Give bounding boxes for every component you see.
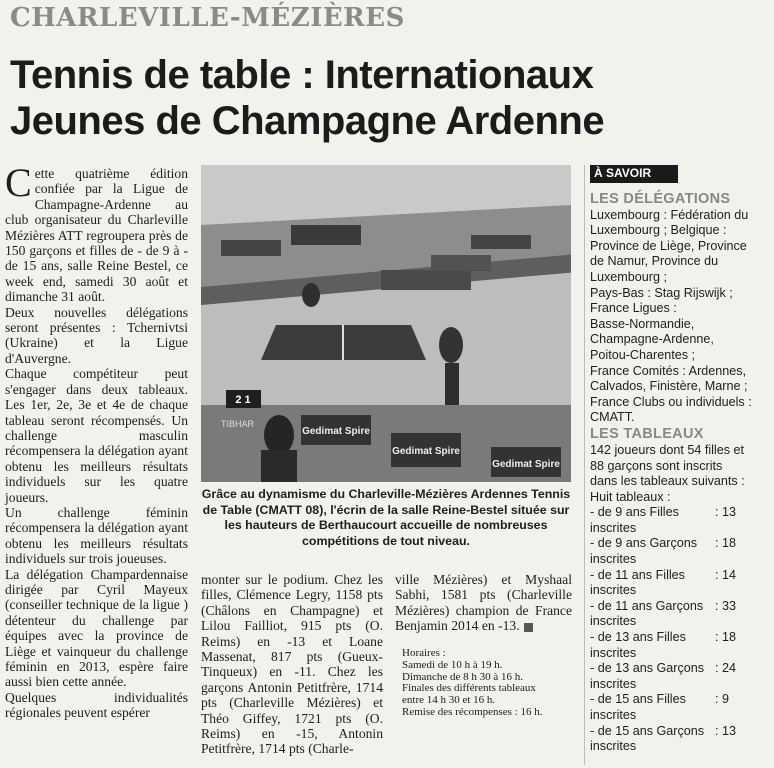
scoreboard-text: 2 1: [235, 394, 251, 406]
tableau-item: [590, 630, 768, 661]
delegation-line: Poitou-Charentes ;: [590, 347, 696, 362]
tableau-inscrites: inscrites: [590, 708, 637, 722]
tableau-label: - de 9 ans Filles: [590, 505, 679, 520]
delegation-line: Champagne-Ardenne,: [590, 332, 714, 347]
delegations-title: LES DÉLÉGATIONS: [590, 190, 731, 207]
tableau-inscrites: inscrites: [590, 645, 637, 660]
column-divider: [584, 165, 585, 765]
paragraph: monter sur le podium. Chez les filles, Clémence Legry, 1158 pts (Châlons en Champagne) et Lilou Failliot, 915 pts (O. Reims) en -13 et Loane Massenat, 817 pts (Gueux-Tinqueux) en -11. Chez les garçons Antonin Petitfrère, 1714 pts (Charleville Mézières) et Théo Giffey, 1721 pts (O. Reims) en -15, Antonin Petitfrère, 1714 pts (Charle-: [201, 572, 383, 757]
article-column-2: [201, 572, 383, 757]
tableau-inscrites: inscrites: [590, 676, 637, 691]
schedule-line: Finales des différents tableaux: [402, 682, 536, 695]
schedule-line: Remise des récompenses : 16 h.: [402, 705, 543, 718]
headline-line-1: Tennis de table : Internationaux: [10, 53, 594, 97]
article-column-3: [395, 572, 572, 634]
schedule-box: [402, 648, 582, 719]
end-mark-icon: [524, 623, 533, 632]
delegation-line: Luxembourg ; Belgique :: [590, 223, 727, 238]
article-photo: [201, 165, 571, 482]
article-column-1: [5, 160, 188, 721]
paragraph: [395, 572, 572, 634]
info-sidebar: [590, 165, 768, 755]
tableaux-list: [590, 505, 768, 755]
sign-text-3: Gedimat Spire: [492, 459, 560, 470]
delegation-line: Luxembourg ;: [590, 269, 668, 284]
schedule-line: entre 14 h 30 et 16 h.: [402, 694, 496, 707]
delegation-line: France Comités : Ardennes,: [590, 363, 747, 378]
tableau-label: - de 9 ans Garçons: [590, 536, 698, 551]
tableaux-intro-line: dans les tableaux suivants :: [590, 474, 745, 489]
sign-text-1: Gedimat Spire: [302, 426, 370, 437]
paragraph: Un challenge féminin récompensera la délégation ayant obtenu les meilleurs résultats individuels sur trois joueuses.: [5, 504, 188, 567]
headline-line-2: Jeunes de Champagne Ardenne: [10, 99, 605, 143]
barrier-text: TIBHAR: [221, 419, 255, 429]
sidebar-header: À SAVOIR: [590, 165, 678, 183]
tableau-label: - de 13 ans Filles: [590, 630, 686, 645]
delegation-line: Luxembourg : Fédération du: [590, 207, 749, 222]
tableau-label: - de 11 ans Garçons: [590, 598, 704, 613]
tableaux-title: LES TABLEAUX: [590, 425, 704, 442]
tableau-label: - de 13 ans Garçons: [590, 661, 705, 676]
section-kicker: CHARLEVILLE-MÉZIÈRES: [10, 3, 405, 33]
drop-cap: C: [5, 160, 32, 205]
delegation-line: Province de Liège, Province: [590, 238, 747, 253]
tableau-count: : 33: [715, 598, 737, 613]
tableau-count: : 13: [715, 723, 737, 738]
tableau-item: [590, 661, 768, 692]
tableau-item: [590, 692, 768, 723]
paragraph-text: ette quatrième édition confiée par la Ligue de Champagne-Ardenne au club organisateur du Charleville Mézières ATT regroupera près de 150 garçons et filles de - de 9 à - de 15 ans, salle Reine Bestel, ce week end, samedi 30 août et dimanche 31 août.: [5, 166, 188, 305]
photo-caption: Grâce au dynamisme du Charleville-Mézières Ardennes Tennis de Table (CMATT 08), l'écrin de la salle Reine-Bestel située sur les hauteurs de Berthaucourt accueille de nombreuses compétitions de tout niveau.: [201, 487, 571, 548]
tableau-item: [590, 536, 768, 567]
tableau-count: : 24: [715, 661, 737, 676]
delegation-line: France Ligues :: [590, 301, 677, 316]
tableau-inscrites: inscrites: [590, 739, 637, 754]
delegation-line: Basse-Normandie,: [590, 316, 695, 331]
delegation-line: de Namur, Province du: [590, 254, 719, 269]
paragraph-text: ville Mézières) et Myshaal Sabhi, 1581 pts (Charleville Mézières) champion de France Benjamin 2014 en -13.: [395, 572, 572, 634]
tableau-inscrites: inscrites: [590, 614, 637, 629]
tableau-count: : 14: [715, 567, 737, 582]
paragraph: [5, 160, 188, 305]
tableau-inscrites: inscrites: [590, 583, 637, 598]
paragraph: La délégation Champardennaise dirigée par Cyril Mayeux (conseiller technique de la ligue ) détenteur du challenge par équipes avec la province de Liège et vainqueur du challenge féminin en 2013, espère faire aussi bien cette année.: [5, 566, 188, 690]
schedule-line: Samedi de 10 h à 19 h.: [402, 658, 503, 671]
paragraph: Quelques individualités régionales peuvent espérer: [5, 689, 188, 721]
sign-text-2: Gedimat Spire: [392, 446, 460, 457]
schedule-title: Horaires :: [402, 647, 446, 659]
delegation-line: Calvados, Finistère, Marne ;: [590, 379, 748, 394]
article-headline: [10, 52, 760, 144]
tableau-count: : 18: [715, 630, 737, 645]
tableau-inscrites: inscrites: [590, 552, 637, 567]
tableaux-intro-line: 88 garçons sont inscrits: [590, 458, 723, 473]
delegation-line: CMATT.: [590, 410, 635, 425]
tableau-count: : 18: [715, 536, 737, 551]
tableau-item: [590, 568, 768, 599]
paragraph: Chaque compétiteur peut s'engager dans deux tableaux. Les 1er, 2e, 3e et 4e de chaque tableau seront récompensés. Un challenge masculin récompensera la délégation ayant obtenu les meilleurs résultats individuels sur les quatre joueurs.: [5, 366, 188, 505]
delegation-line: France Clubs ou individuels :: [590, 394, 752, 409]
tableau-item: [590, 505, 768, 536]
paragraph: Deux nouvelles délégations seront présentes : Tchernivtsi (Ukraine) et la Ligue d'Auvergne.: [5, 304, 188, 366]
table-tennis-hall-image: [201, 165, 571, 482]
tableaux-intro-line: Huit tableaux :: [590, 489, 671, 504]
tableau-count: : 13: [715, 505, 737, 520]
tableaux-intro-line: 142 joueurs dont 54 filles et: [590, 442, 745, 457]
schedule-line: Dimanche de 8 h 30 à 16 h.: [402, 670, 523, 683]
delegation-line: Pays-Bas : Stag Rijswijk ;: [590, 285, 733, 300]
tableau-label: - de 15 ans Filles: [590, 692, 686, 707]
tableau-inscrites: inscrites: [590, 520, 637, 535]
tableau-item: [590, 599, 768, 630]
tableau-label: - de 15 ans Garçons: [590, 723, 705, 738]
tableau-count: : 9: [715, 692, 730, 707]
tableau-item: [590, 724, 768, 755]
tableau-label: - de 11 ans Filles: [590, 567, 685, 582]
